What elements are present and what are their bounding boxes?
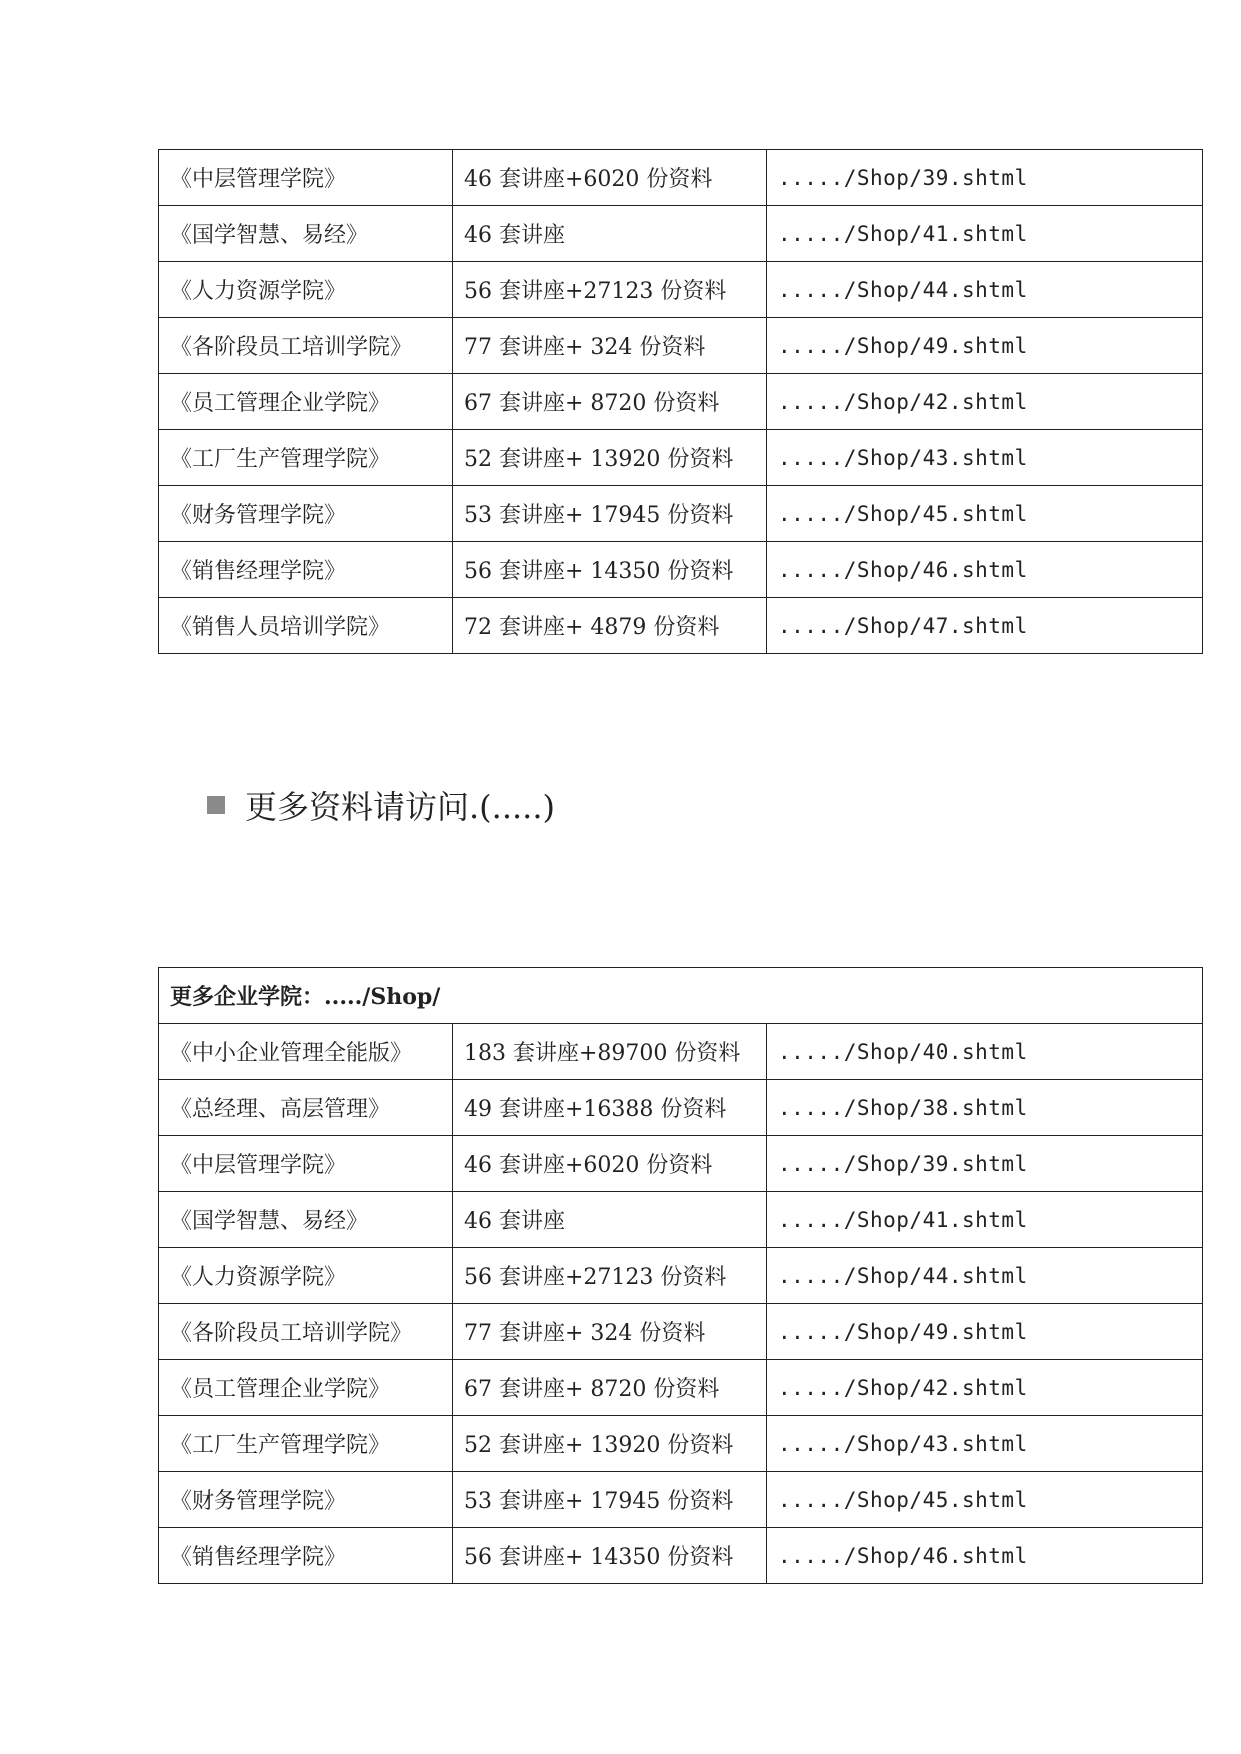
table-row [159,430,1203,486]
course-table-top [158,149,1203,654]
course-name-cell: 《员工管理企业学院》 [159,1360,453,1416]
course-content-cell: 46 套讲座 [453,206,767,262]
table-row [159,374,1203,430]
course-name-cell: 《中层管理学院》 [159,150,453,206]
course-content-cell: 52 套讲座+ 13920 份资料 [453,430,767,486]
course-content-cell: 77 套讲座+ 324 份资料 [453,318,767,374]
table-row [159,318,1203,374]
table-header-row [159,968,1203,1024]
table-row [159,1472,1203,1528]
course-content-cell: 49 套讲座+16388 份资料 [453,1080,767,1136]
course-content-cell: 67 套讲座+ 8720 份资料 [453,374,767,430]
table-row [159,1360,1203,1416]
course-content-cell: 46 套讲座 [453,1192,767,1248]
course-link-cell[interactable]: ...../Shop/44.shtml [767,1248,1203,1304]
table-row [159,1248,1203,1304]
course-content-cell: 53 套讲座+ 17945 份资料 [453,486,767,542]
course-name-cell: 《工厂生产管理学院》 [159,1416,453,1472]
course-link-cell[interactable]: ...../Shop/49.shtml [767,1304,1203,1360]
course-name-cell: 《销售人员培训学院》 [159,598,453,654]
table-header-cell: 更多企业学院：...../Shop/ [159,968,1203,1024]
course-link-cell[interactable]: ...../Shop/43.shtml [767,1416,1203,1472]
table-row [159,598,1203,654]
table-row [159,1080,1203,1136]
more-info-text: 更多资料请访问.(.....) [245,788,556,826]
course-link-cell[interactable]: ...../Shop/49.shtml [767,318,1203,374]
course-content-cell: 56 套讲座+ 14350 份资料 [453,1528,767,1584]
table-row [159,1136,1203,1192]
course-name-cell: 《中小企业管理全能版》 [159,1024,453,1080]
table-row [159,542,1203,598]
more-info-line [207,780,555,830]
course-link-cell[interactable]: ...../Shop/47.shtml [767,598,1203,654]
course-content-cell: 56 套讲座+27123 份资料 [453,262,767,318]
course-name-cell: 《中层管理学院》 [159,1136,453,1192]
course-content-cell: 56 套讲座+ 14350 份资料 [453,542,767,598]
course-content-cell: 46 套讲座+6020 份资料 [453,150,767,206]
course-name-cell: 《各阶段员工培训学院》 [159,1304,453,1360]
course-link-cell[interactable]: ...../Shop/43.shtml [767,430,1203,486]
course-name-cell: 《工厂生产管理学院》 [159,430,453,486]
course-content-cell: 56 套讲座+27123 份资料 [453,1248,767,1304]
table-row [159,1192,1203,1248]
table-row [159,206,1203,262]
course-table-bottom [158,967,1203,1584]
course-content-cell: 53 套讲座+ 17945 份资料 [453,1472,767,1528]
square-bullet-icon [207,796,225,814]
course-name-cell: 《财务管理学院》 [159,1472,453,1528]
course-name-cell: 《员工管理企业学院》 [159,374,453,430]
course-table-top-body [159,150,1203,654]
course-link-cell[interactable]: ...../Shop/42.shtml [767,1360,1203,1416]
course-name-cell: 《各阶段员工培训学院》 [159,318,453,374]
course-link-cell[interactable]: ...../Shop/46.shtml [767,542,1203,598]
course-content-cell: 46 套讲座+6020 份资料 [453,1136,767,1192]
course-link-cell[interactable]: ...../Shop/39.shtml [767,1136,1203,1192]
table-row [159,262,1203,318]
course-link-cell[interactable]: ...../Shop/41.shtml [767,206,1203,262]
course-name-cell: 《总经理、高层管理》 [159,1080,453,1136]
table-row [159,1416,1203,1472]
course-name-cell: 《财务管理学院》 [159,486,453,542]
table-row [159,1304,1203,1360]
course-content-cell: 52 套讲座+ 13920 份资料 [453,1416,767,1472]
course-name-cell: 《国学智慧、易经》 [159,206,453,262]
course-link-cell[interactable]: ...../Shop/39.shtml [767,150,1203,206]
course-name-cell: 《人力资源学院》 [159,262,453,318]
course-name-cell: 《销售经理学院》 [159,1528,453,1584]
course-link-cell[interactable]: ...../Shop/42.shtml [767,374,1203,430]
course-link-cell[interactable]: ...../Shop/45.shtml [767,486,1203,542]
course-content-cell: 77 套讲座+ 324 份资料 [453,1304,767,1360]
course-link-cell[interactable]: ...../Shop/44.shtml [767,262,1203,318]
table-row [159,486,1203,542]
course-link-cell[interactable]: ...../Shop/46.shtml [767,1528,1203,1584]
course-link-cell[interactable]: ...../Shop/41.shtml [767,1192,1203,1248]
course-content-cell: 72 套讲座+ 4879 份资料 [453,598,767,654]
course-name-cell: 《销售经理学院》 [159,542,453,598]
course-table-bottom-body [159,968,1203,1584]
course-link-cell[interactable]: ...../Shop/38.shtml [767,1080,1203,1136]
course-content-cell: 183 套讲座+89700 份资料 [453,1024,767,1080]
table-row [159,1528,1203,1584]
course-content-cell: 67 套讲座+ 8720 份资料 [453,1360,767,1416]
course-link-cell[interactable]: ...../Shop/40.shtml [767,1024,1203,1080]
table-row [159,1024,1203,1080]
table-row [159,150,1203,206]
course-link-cell[interactable]: ...../Shop/45.shtml [767,1472,1203,1528]
course-name-cell: 《人力资源学院》 [159,1248,453,1304]
course-name-cell: 《国学智慧、易经》 [159,1192,453,1248]
